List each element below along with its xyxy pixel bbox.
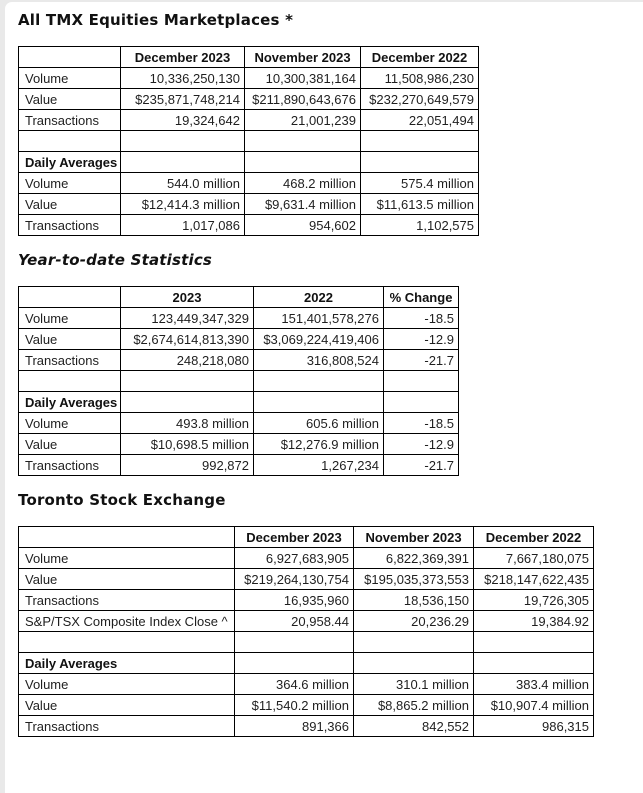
cell-value: 11,508,986,230 (361, 68, 479, 89)
cell-value: 544.0 million (121, 173, 245, 194)
cell-value: 992,872 (121, 455, 254, 476)
cell-value: -21.7 (384, 350, 459, 371)
cell-value (121, 131, 245, 152)
cell-value: 468.2 million (245, 173, 361, 194)
cell-value: -18.5 (384, 308, 459, 329)
cell-value: 954,602 (245, 215, 361, 236)
column-header (19, 47, 121, 68)
cell-value (245, 131, 361, 152)
table-row (19, 611, 594, 632)
cell-value: 21,001,239 (245, 110, 361, 131)
cell-value (354, 653, 474, 674)
row-label (19, 371, 121, 392)
cell-value: 1,017,086 (121, 215, 245, 236)
cell-value: 1,102,575 (361, 215, 479, 236)
cell-value: $12,414.3 million (121, 194, 245, 215)
row-label (19, 632, 235, 653)
row-label: Volume (19, 308, 121, 329)
row-label: Value (19, 569, 235, 590)
cell-value: 575.4 million (361, 173, 479, 194)
cell-value: 986,315 (474, 716, 594, 737)
spacer-row (19, 371, 459, 392)
column-header: November 2023 (354, 527, 474, 548)
cell-value: 20,958.44 (235, 611, 354, 632)
cell-value (121, 371, 254, 392)
cell-value: 493.8 million (121, 413, 254, 434)
cell-value (245, 152, 361, 173)
cell-value: $11,540.2 million (235, 695, 354, 716)
row-label: Value (19, 695, 235, 716)
column-header: December 2023 (121, 47, 245, 68)
table-row (19, 674, 594, 695)
table-row (19, 110, 479, 131)
cell-value: 605.6 million (254, 413, 384, 434)
table-row (19, 413, 459, 434)
column-header: December 2022 (474, 527, 594, 548)
row-label: Transactions (19, 716, 235, 737)
table-row (19, 89, 479, 110)
cell-value: $219,264,130,754 (235, 569, 354, 590)
section-title-toronto-stock-exchange: Toronto Stock Exchange (18, 491, 226, 509)
table-row (19, 716, 594, 737)
cell-value (361, 131, 479, 152)
table-row (19, 68, 479, 89)
row-label: S&P/TSX Composite Index Close ^ (19, 611, 235, 632)
column-header: % Change (384, 287, 459, 308)
cell-value: 891,366 (235, 716, 354, 737)
table-row (19, 152, 479, 173)
row-label: Transactions (19, 590, 235, 611)
cell-value: 842,552 (354, 716, 474, 737)
table-row (19, 590, 594, 611)
cell-value: 1,267,234 (254, 455, 384, 476)
row-label: Value (19, 89, 121, 110)
row-label: Transactions (19, 215, 121, 236)
section-toronto-stock-exchange (18, 491, 643, 737)
cell-value (354, 632, 474, 653)
cell-value (121, 152, 245, 173)
cell-value: 6,822,369,391 (354, 548, 474, 569)
cell-value: 22,051,494 (361, 110, 479, 131)
column-header: 2022 (254, 287, 384, 308)
table-row (19, 455, 459, 476)
table-row (19, 194, 479, 215)
table-row (19, 569, 594, 590)
cell-value: $2,674,614,813,390 (121, 329, 254, 350)
spacer-row (19, 632, 594, 653)
row-label: Daily Averages (19, 653, 235, 674)
cell-value: 16,935,960 (235, 590, 354, 611)
cell-value: $12,276.9 million (254, 434, 384, 455)
table-row (19, 548, 594, 569)
cell-value: $8,865.2 million (354, 695, 474, 716)
cell-value: 364.6 million (235, 674, 354, 695)
cell-value (361, 152, 479, 173)
row-label: Value (19, 434, 121, 455)
section-year-to-date (18, 251, 643, 476)
row-label: Volume (19, 413, 121, 434)
cell-value: $11,613.5 million (361, 194, 479, 215)
row-label: Value (19, 194, 121, 215)
table-row (19, 329, 459, 350)
cell-value: $10,907.4 million (474, 695, 594, 716)
section-title-all-tmx-equities: All TMX Equities Marketplaces * (18, 11, 294, 29)
column-header: December 2022 (361, 47, 479, 68)
cell-value: 19,384.92 (474, 611, 594, 632)
row-label: Volume (19, 548, 235, 569)
cell-value: 383.4 million (474, 674, 594, 695)
column-header (19, 527, 235, 548)
cell-value: 310.1 million (354, 674, 474, 695)
table-row (19, 350, 459, 371)
cell-value: -12.9 (384, 329, 459, 350)
table-header-row (19, 527, 594, 548)
cell-value (235, 632, 354, 653)
cell-value: $232,270,649,579 (361, 89, 479, 110)
cell-value: 10,300,381,164 (245, 68, 361, 89)
table-row (19, 308, 459, 329)
cell-value: 7,667,180,075 (474, 548, 594, 569)
section-title-year-to-date: Year-to-date Statistics (18, 251, 213, 269)
table-row (19, 653, 594, 674)
year-to-date-table (18, 286, 459, 476)
cell-value: -21.7 (384, 455, 459, 476)
row-label: Daily Averages (19, 152, 121, 173)
cell-value: $235,871,748,214 (121, 89, 245, 110)
all-tmx-equities-table (18, 46, 479, 236)
row-label: Volume (19, 173, 121, 194)
spacer-row (19, 131, 479, 152)
cell-value: -18.5 (384, 413, 459, 434)
cell-value: 19,726,305 (474, 590, 594, 611)
cell-value: 316,808,524 (254, 350, 384, 371)
column-header: December 2023 (235, 527, 354, 548)
content-card (5, 2, 643, 793)
cell-value (384, 392, 459, 413)
cell-value: 20,236.29 (354, 611, 474, 632)
cell-value (474, 653, 594, 674)
cell-value: $10,698.5 million (121, 434, 254, 455)
row-label: Transactions (19, 455, 121, 476)
cell-value (474, 632, 594, 653)
row-label: Daily Averages (19, 392, 121, 413)
row-label: Value (19, 329, 121, 350)
cell-value (384, 371, 459, 392)
cell-value: 6,927,683,905 (235, 548, 354, 569)
cell-value: $195,035,373,553 (354, 569, 474, 590)
table-row (19, 392, 459, 413)
cell-value: 248,218,080 (121, 350, 254, 371)
cell-value (254, 371, 384, 392)
row-label: Transactions (19, 110, 121, 131)
column-header (19, 287, 121, 308)
table-row (19, 434, 459, 455)
column-header: November 2023 (245, 47, 361, 68)
column-header: 2023 (121, 287, 254, 308)
table-header-row (19, 287, 459, 308)
cell-value: -12.9 (384, 434, 459, 455)
row-label: Transactions (19, 350, 121, 371)
cell-value (121, 392, 254, 413)
toronto-stock-exchange-table (18, 526, 594, 737)
cell-value: 10,336,250,130 (121, 68, 245, 89)
cell-value: 151,401,578,276 (254, 308, 384, 329)
cell-value: 18,536,150 (354, 590, 474, 611)
row-label: Volume (19, 674, 235, 695)
cell-value: 19,324,642 (121, 110, 245, 131)
cell-value: $211,890,643,676 (245, 89, 361, 110)
section-all-tmx-equities (18, 11, 643, 236)
cell-value: $3,069,224,419,406 (254, 329, 384, 350)
row-label: Volume (19, 68, 121, 89)
table-row (19, 173, 479, 194)
table-row (19, 215, 479, 236)
table-header-row (19, 47, 479, 68)
row-label (19, 131, 121, 152)
cell-value (235, 653, 354, 674)
cell-value (254, 392, 384, 413)
cell-value: $218,147,622,435 (474, 569, 594, 590)
cell-value: 123,449,347,329 (121, 308, 254, 329)
cell-value: $9,631.4 million (245, 194, 361, 215)
table-row (19, 695, 594, 716)
